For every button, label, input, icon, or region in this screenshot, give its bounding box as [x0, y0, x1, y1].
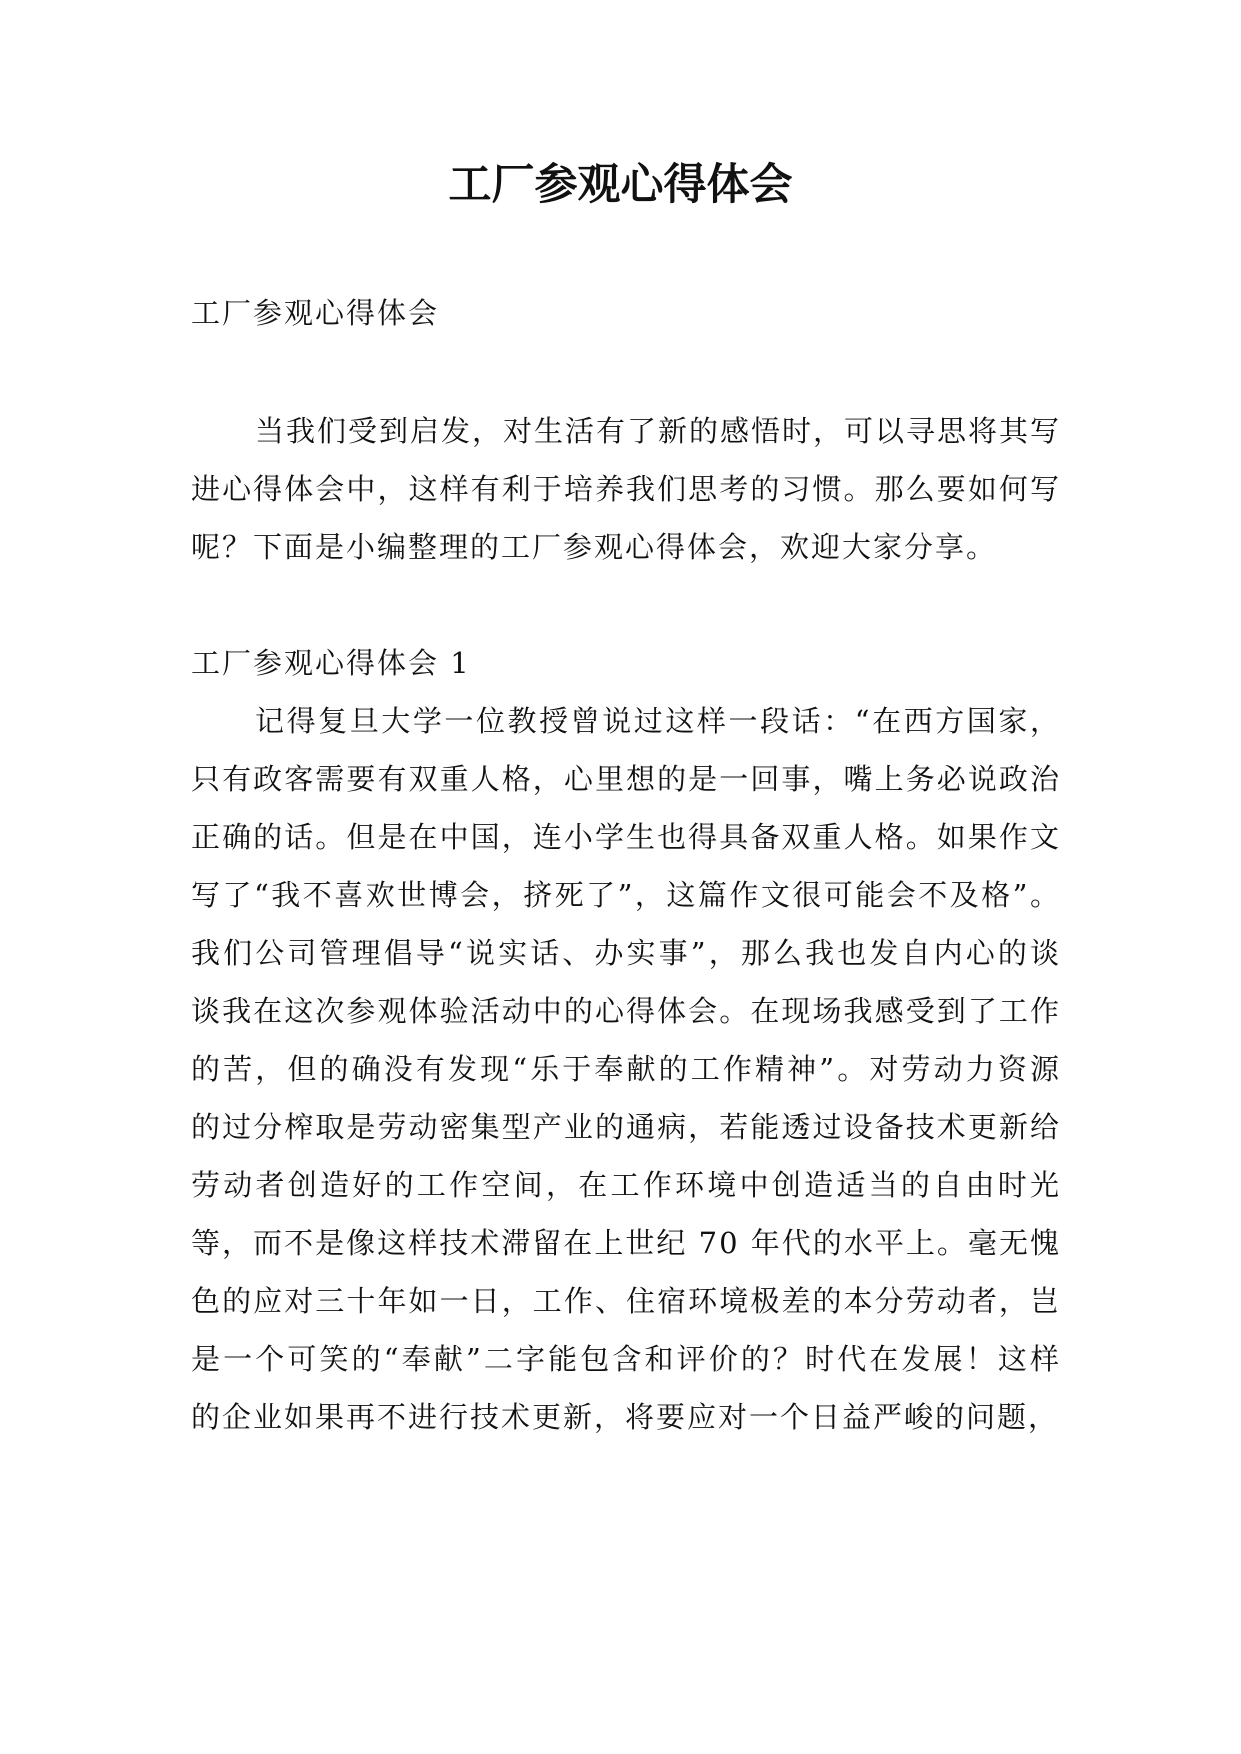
section-1-heading: 工厂参观心得体会 1	[191, 646, 471, 680]
document-body	[191, 284, 1061, 1446]
intro-paragraph: 当我们受到启发，对生活有了新的感悟时，可以寻思将其写进心得体会中，这样有利于培养我们思考的习惯。那么要如何写呢？下面是小编整理的工厂参观心得体会，欢迎大家分享。	[191, 414, 1062, 564]
document-title: 工厂参观心得体会	[448, 160, 793, 210]
section-1-paragraph: 记得复旦大学一位教授曾说过这样一段话：“在西方国家，只有政客需要有双重人格，心里想的是一回事，嘴上务必说政治正确的话。但是在中国，连小学生也得具备双重人格。如果作文写了“我不喜欢世博会，挤死了”，这篇作文很可能会不及格”。我们公司管理倡导“说实话、办实事”，那么我也发自内心的谈谈我在这次参观体验活动中的心得体会。在现场我感受到了工作的苦，但的确没有发现“乐于奉献的工作精神”。对劳动力资源的过分榨取是劳动密集型产业的通病，若能透过设备技术更新给劳动者创造好的工作空间，在工作环境中创造适当的自由时光等，而不是像这样技术滞留在上世纪 70 年代的水平上。毫无愧色的应对三十年如一日，工作、住宿环境极差的本分劳动者，岂是一个可笑的“奉献”二字能包含和评价的？时代在发展！这样的企业如果再不进行技术更新，将要应对一个日益严峻的问题，	[191, 704, 1061, 1434]
document-subtitle: 工厂参观心得体会	[191, 296, 440, 330]
